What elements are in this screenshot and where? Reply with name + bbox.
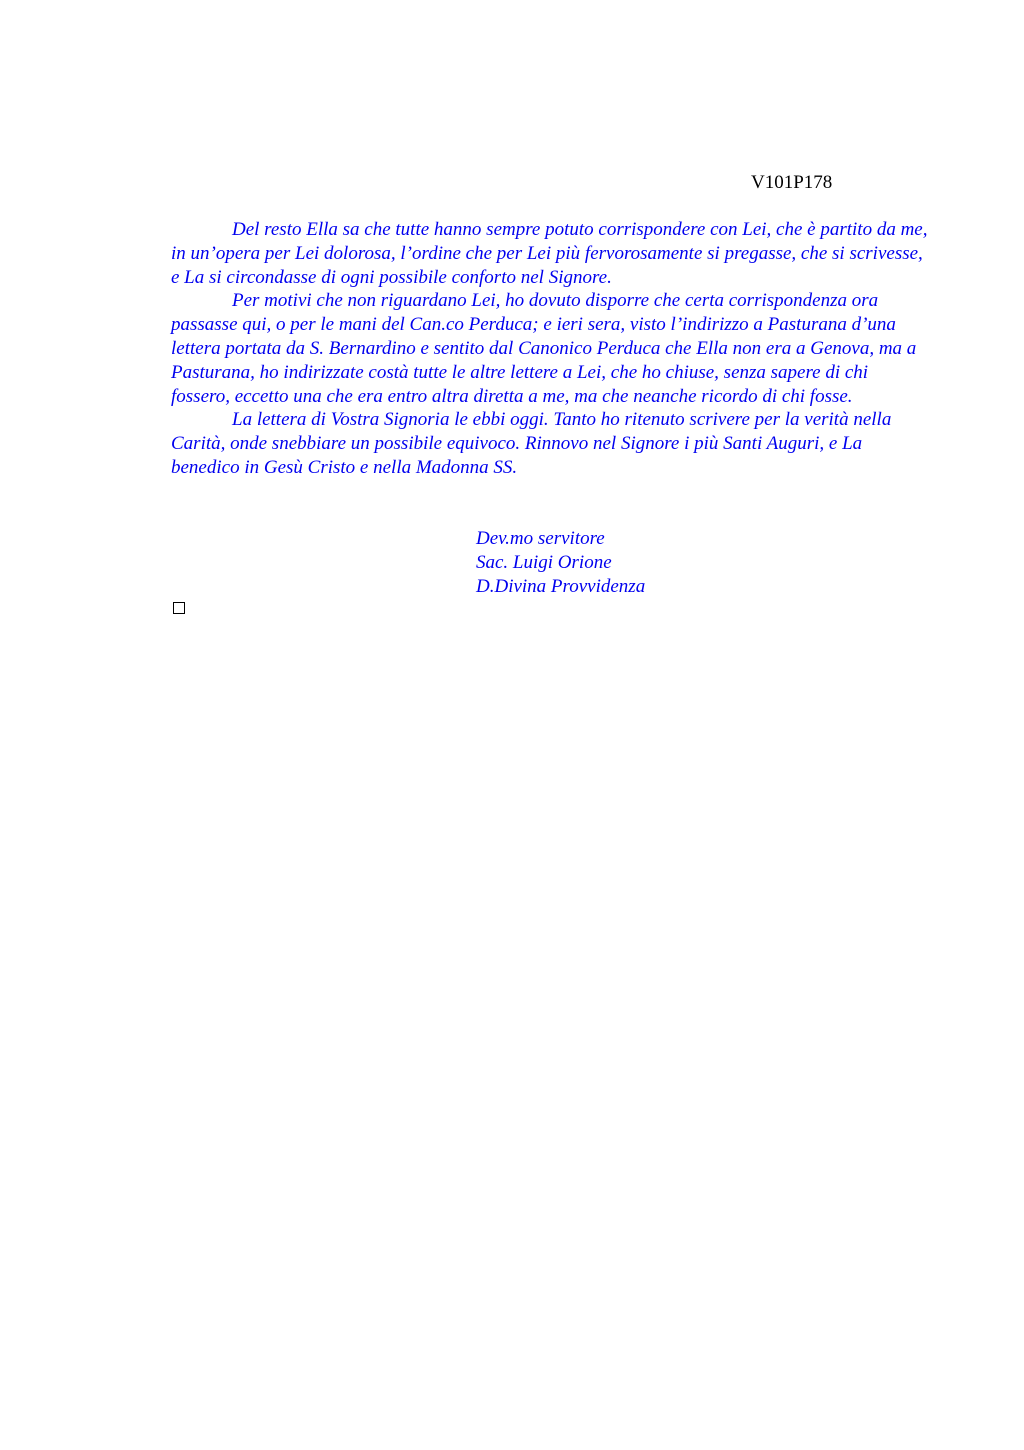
letter-paragraph-1: Del resto Ella sa che tutte hanno sempre potuto corrispondere con Lei, che è partito da me, in un’opera per Lei dolorosa, l’ordine che per Lei più fervorosamente si pregasse, che si scrivesse, e La si circondasse di ogni possibile conforto nel Signore.: [171, 219, 928, 288]
signature-block: [476, 527, 645, 599]
letter-paragraph-3: La lettera di Vostra Signoria le ebbi oggi. Tanto ho ritenuto scrivere per la verità nella Carità, onde snebbiare un possibile equivoco. Rinnovo nel Signore i più Santi Auguri, e La benedico in Gesù Cristo e nella Madonna SS.: [171, 409, 892, 478]
signature-closing: Dev.mo servitore: [476, 528, 605, 549]
signature-congregation: D.Divina Provvidenza: [476, 576, 646, 597]
page-reference: V101P178: [751, 172, 833, 193]
square-outline-icon: [173, 602, 185, 614]
letter-paragraph-2: Per motivi che non riguardano Lei, ho dovuto disporre che certa corrispondenza ora passasse qui, o per le mani del Can.co Perduca; e ieri sera, visto l’indirizzo a Pasturana d’una lettera portata da S. Bernardino e sentito dal Canonico Perduca che Ella non era a Genova, ma a Pasturana, ho indirizzate costà tutte le altre lettere a Lei, che ho chiuse, senza sapere di chi fossero, eccetto una che era entro altra diretta a me, ma che neanche ricordo di chi fosse.: [171, 290, 917, 407]
signature-name: Sac. Luigi Orione: [476, 552, 612, 573]
letter-body: [171, 218, 931, 480]
